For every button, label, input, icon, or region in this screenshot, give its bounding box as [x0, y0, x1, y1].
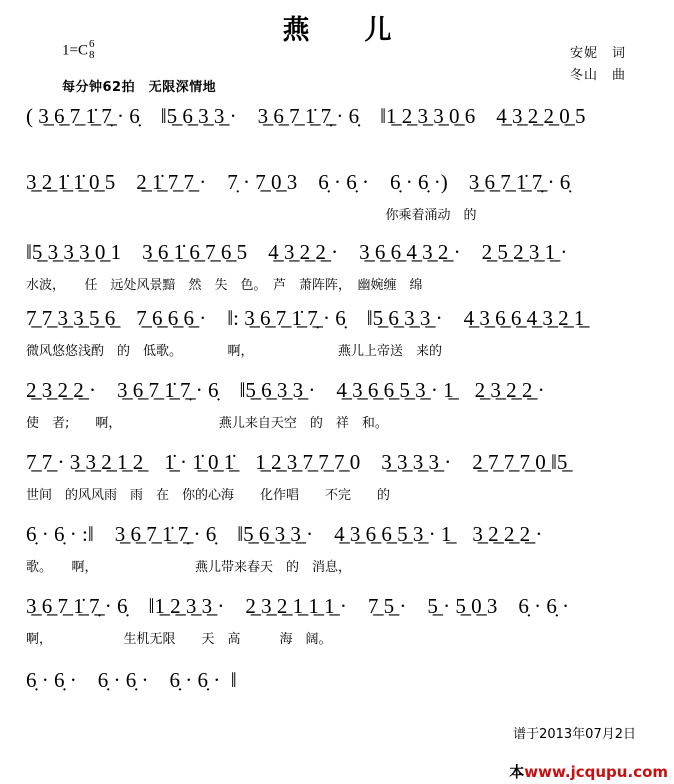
music-row-1: [26, 104, 650, 166]
music-row-9: [26, 668, 650, 730]
time-signature-denominator: 8: [88, 49, 95, 61]
music-row-6: [26, 450, 650, 512]
time-signature: [89, 39, 95, 61]
notation-line: 7̲ 7̲ · 3̲ 3̲ 2̲ 1̲ 2̲ 1̲̇ · 1̲̇ 0̲ 1̲̇ 1̲ 2̲ 3̲ 7̲ 7̲ 7̲ 0 3̲ 3̲ 3̲ 3̲ · 2̲ 7̲ 7̲ 7̲ 0̲ ǁ5̲: [26, 450, 568, 474]
music-row-8: [26, 594, 650, 656]
lyrics-line: 啊， 生机无限 天 高 海 阔。: [26, 632, 332, 647]
site-url: www.jcqupu.com: [524, 763, 668, 781]
time-signature-numerator: 6: [88, 38, 95, 50]
lyrics-line: 微风悠悠浅酌 的 低歌。 啊， 燕儿上帝送 来的: [26, 344, 443, 359]
site-prefix: 本: [509, 763, 525, 781]
composer-credit: 冬山 曲: [569, 68, 626, 83]
page-title: 燕 儿: [282, 15, 406, 46]
notation-line: 7̲ 7̲ 3̲ 3̲ 5̲ 6̲ 7̲ 6̲ 6̲ 6̲ · ‖: 3̲ 6̲ 7̲ 1̲̇ 7̣̲ · 6̣ ǁ5̲ 6̲ 3̲ 3̲ · 4̲ 3̲ 6̲ 6̲ 4̲ 3̲ 2̲ 1̲: [26, 306, 585, 330]
lyrics-line: 你乘着涌动 的: [26, 208, 477, 223]
notation-line: ( 3̲ 6̲ 7̲ 1̲̇ 7̣̲ · 6̣ ǁ5̲ 6̲ 3̲ 3̲ · 3̲ 6̲ 7̲ 1̲̇ 7̣̲ · 6̣ ǁ1̲ 2̲ 3̲ 3̲ 0̲ 6 4̲ 3̲ 2̲ 2̲ 0̲ 5: [26, 104, 586, 128]
notation-line: ǁ5̲ 3̲ 3̲ 3̲ 0̲ 1 3̲ 6̲ 1̲̇ 6̲ 7̲ 6̲ 5 4̲ 3̲ 2̲ 2̲ · 3̲ 6̲ 6̲ 4̲ 3̲ 2̲ · 2̲ 5̲ 2̲ 3̲ 1̲ ·: [26, 240, 568, 264]
notation-line: 2̲ 3̲ 2̲ 2̲ · 3̲ 6̲ 7̲ 1̲̇ 7̣̲ · 6̣ ǁ5̲ 6̲ 3̲ 3̲ · 4̲ 3̲ 6̲ 6̲ 5̲ 3̲ · 1̲ 2̲ 3̲ 2̲ 2̲ ·: [26, 378, 545, 402]
music-row-7: [26, 522, 650, 584]
site-watermark: [509, 761, 668, 782]
notation-line: 6̣ · 6̣ · 6̣ · 6̣ · 6̣ · 6̣ · ‖: [26, 668, 237, 692]
music-row-5: [26, 378, 650, 440]
lyrics-line: 世间 的风风雨 雨 在 你的心海 化作唱 不完 的: [26, 488, 391, 503]
music-row-4: [26, 306, 650, 368]
lyrics-line: [26, 702, 650, 724]
notation-line: 3̲ 2̲ 1̲̇ 1̲̇ 0̲ 5 2̲ 1̲̇ 7̲ 7̲ · 7̣ · 7̲ 0̲ 3 6̣ · 6̣ · 6̣ · 6̣ ·) 3̲ 6̲ 7̲ 1̲̇ 7̣̲ · 6̣: [26, 170, 571, 194]
lyrics-line: 歌。 啊， 燕儿带来春天 的 消息，: [26, 560, 352, 575]
lyrics-line: 使 者; 啊， 燕儿来自天空 的 祥 和。: [26, 416, 388, 431]
tempo-marking: 每分钟62拍 无限深情地: [62, 80, 217, 95]
notation-line: 6̣ · 6̣ · :‖ 3̲ 6̲ 7̲ 1̲̇ 7̣̲ · 6̣ ǁ5̲ 6̲ 3̲ 3̲ · 4̲ 3̲ 6̲ 6̲ 5̲ 3̲ · 1̲ 3̲ 2̲ 2̲ 2̲ ·: [26, 522, 543, 546]
music-row-2: [26, 170, 650, 232]
lyrics-line: 水波， 任 远处风景黯 然 失 色。 芦 萧阵阵， 幽婉缠 绵: [26, 278, 423, 293]
publication-date: 谱于2013年07月2日: [513, 727, 636, 742]
notation-line: 3̲ 6̲ 7̲ 1̲̇ 7̣̲ · 6̣ ǁ1̲ 2̲ 3̲ 3̲ · 2̲ 3̲ 2̲ 1̲ 1̲ 1̲ · 7̲ 5̲ · 5̲ · 5̲ 0̲ 3 6̣ · 6̣ ·: [26, 594, 570, 618]
lyrics-line: [26, 138, 650, 160]
lyricist-credit: 安妮 词: [569, 46, 626, 61]
key-signature: [62, 40, 94, 62]
music-row-3: [26, 240, 650, 302]
key-label: 1=C: [62, 42, 88, 59]
